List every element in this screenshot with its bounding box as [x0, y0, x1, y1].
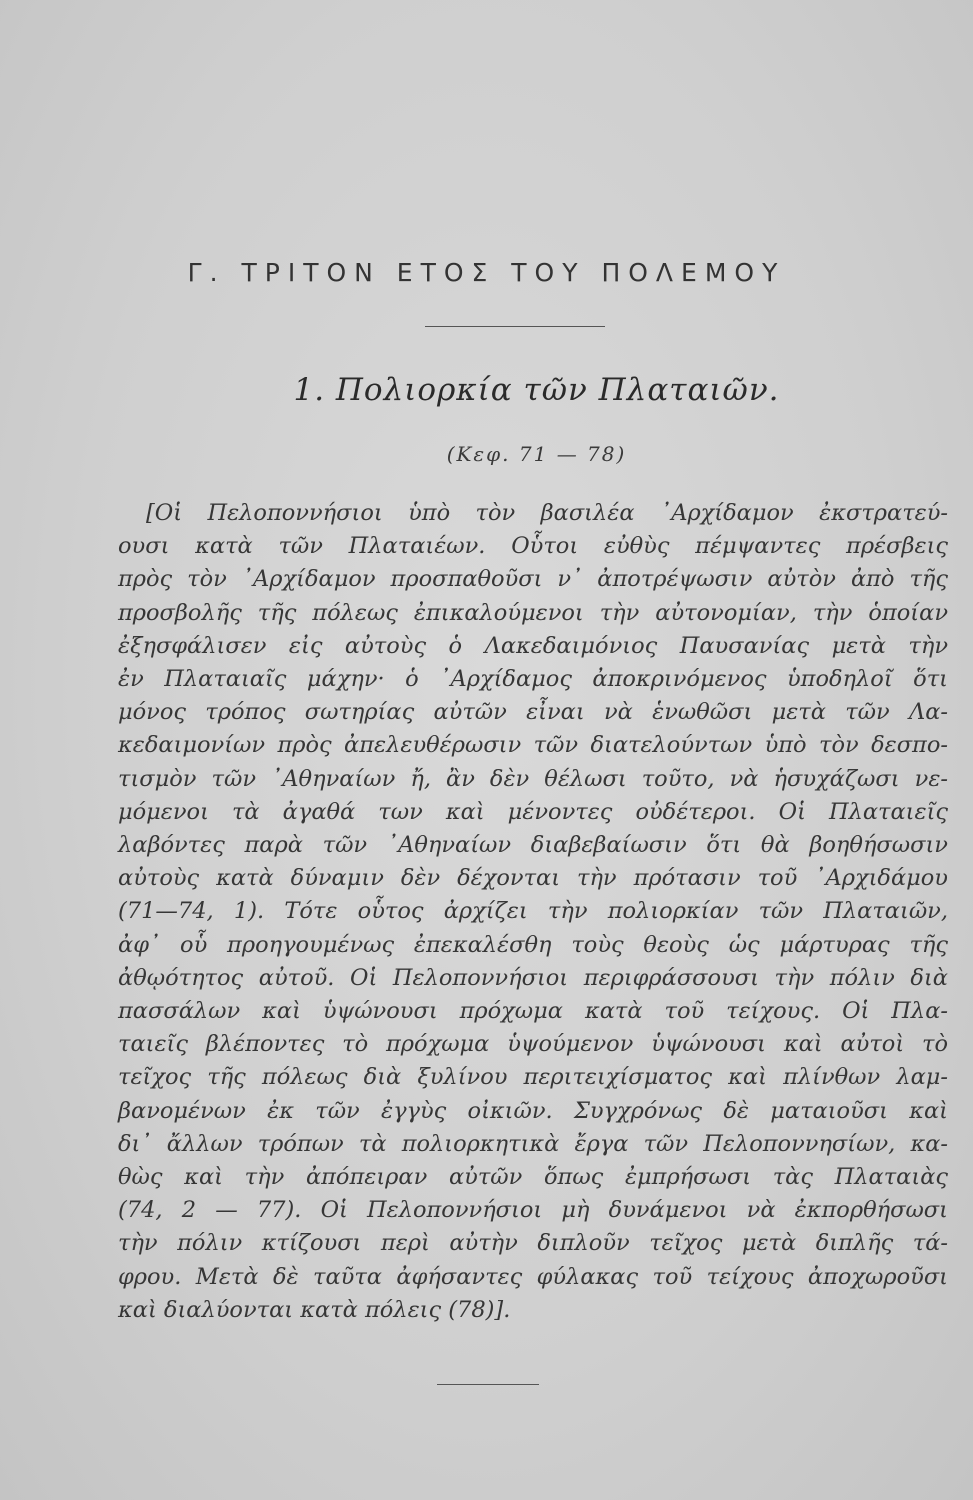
summary-line: πρὸς τὸν ᾿Αρχίδαμον προσπαθοῦσι ν᾿ ἀποτρέψωσιν αὐτὸν ἀπὸ τῆς: [118, 566, 948, 593]
summary-line: ἐν Πλαταιαῖς μάχην· ὁ ᾿Αρχίδαμος ἀποκρινόμενος ὑποδηλοῖ ὅτι: [118, 666, 948, 693]
heading-divider: [425, 326, 605, 327]
closing-divider: [437, 1384, 539, 1385]
summary-line: αὐτοὺς κατὰ δύναμιν δὲν δέχονται τὴν πρότασιν τοῦ ᾿Αρχιδάμου: [118, 865, 948, 892]
summary-line: (74, 2 — 77). Οἱ Πελοποννήσιοι μὴ δυνάμενοι νὰ ἐκπορθήσωσι: [118, 1197, 948, 1224]
summary-line: (71—74, 1). Τότε οὗτος ἀρχίζει τὴν πολιορκίαν τῶν Πλαταιῶν,: [118, 898, 948, 925]
summary-line: τεῖχος τῆς πόλεως διὰ ξυλίνου περιτειχίσματος καὶ πλίνθων λαμ-: [118, 1064, 948, 1091]
chapter-reference: (Κεφ. 71 — 78): [446, 442, 627, 466]
section-title: 1. Πολιορκία τῶν Πλαταιῶν.: [293, 372, 780, 408]
part-heading: Γ. ΤΡΙΤΟΝ ΕΤΟΣ ΤΟΥ ΠΟΛΕΜΟΥ: [187, 258, 786, 287]
summary-line: προσβολῆς τῆς πόλεως ἐπικαλούμενοι τὴν αὐτονομίαν, τὴν ὁποίαν: [118, 599, 948, 626]
summary-line: μόμενοι τὰ ἀγαθά των καὶ μένοντες οὐδέτεροι. Οἱ Πλαταιεῖς: [118, 798, 948, 825]
summary-line: λαβόντες παρὰ τῶν ᾿Αθηναίων διαβεβαίωσιν ὅτι θὰ βοηθήσωσιν: [118, 832, 948, 859]
summary-line: πασσάλων καὶ ὑψώνουσι πρόχωμα κατὰ τοῦ τείχους. Οἱ Πλα-: [118, 998, 948, 1025]
summary-line: δι᾿ ἄλλων τρόπων τὰ πολιορκητικὰ ἔργα τῶν Πελοποννησίων, κα-: [118, 1130, 948, 1157]
summary-line: ταιεῖς βλέποντες τὸ πρόχωμα ὑψούμενον ὑψώνουσι καὶ αὐτοὶ τὸ: [118, 1031, 948, 1058]
summary-line: θὼς καὶ τὴν ἀπόπειραν αὐτῶν ὅπως ἐμπρήσωσι τὰς Πλαταιὰς: [118, 1164, 948, 1191]
summary-line: ἀθῳότητος αὐτοῦ. Οἱ Πελοποννήσιοι περιφράσσουσι τὴν πόλιν διὰ: [118, 964, 948, 991]
summary-line: κεδαιμονίων πρὸς ἀπελευθέρωσιν τῶν διατελούντων ὑπὸ τὸν δεσπο-: [118, 732, 948, 759]
summary-line: ουσι κατὰ τῶν Πλαταιέων. Οὗτοι εὐθὺς πέμψαντες πρέσβεις: [118, 533, 948, 560]
summary-line: βανομένων ἐκ τῶν ἐγγὺς οἰκιῶν. Συγχρόνως δὲ ματαιοῦσι καὶ: [118, 1097, 948, 1124]
summary-line: ἀφ᾿ οὗ προηγουμένως ἐπεκαλέσθη τοὺς θεοὺς ὡς μάρτυρας τῆς: [118, 931, 948, 958]
summary-line: φρου. Μετὰ δὲ ταῦτα ἀφήσαντες φύλακας τοῦ τείχους ἀποχωροῦσι: [118, 1263, 948, 1290]
summary-line: τισμὸν τῶν ᾿Αθηναίων ἤ, ἂν δὲν θέλωσι τοῦτο, νὰ ἡσυχάζωσι νε-: [118, 765, 948, 792]
summary-line: [Οἱ Πελοποννήσιοι ὑπὸ τὸν βασιλέα ᾿Αρχίδαμον ἐκστρατεύ-: [146, 500, 948, 526]
summary-line: μόνος τρόπος σωτηρίας αὐτῶν εἶναι νὰ ἑνωθῶσι μετὰ τῶν Λα-: [118, 699, 948, 726]
summary-line: τὴν πόλιν κτίζουσι περὶ αὐτὴν διπλοῦν τεῖχος μετὰ διπλῆς τά-: [118, 1230, 948, 1257]
summary-line: καὶ διαλύονται κατὰ πόλεις (78)].: [118, 1296, 511, 1323]
summary-line: ἐξησφάλισεν εἰς αὐτοὺς ὁ Λακεδαιμόνιος Παυσανίας μετὰ τὴν: [118, 632, 948, 659]
summary-paragraph: [118, 497, 948, 1327]
